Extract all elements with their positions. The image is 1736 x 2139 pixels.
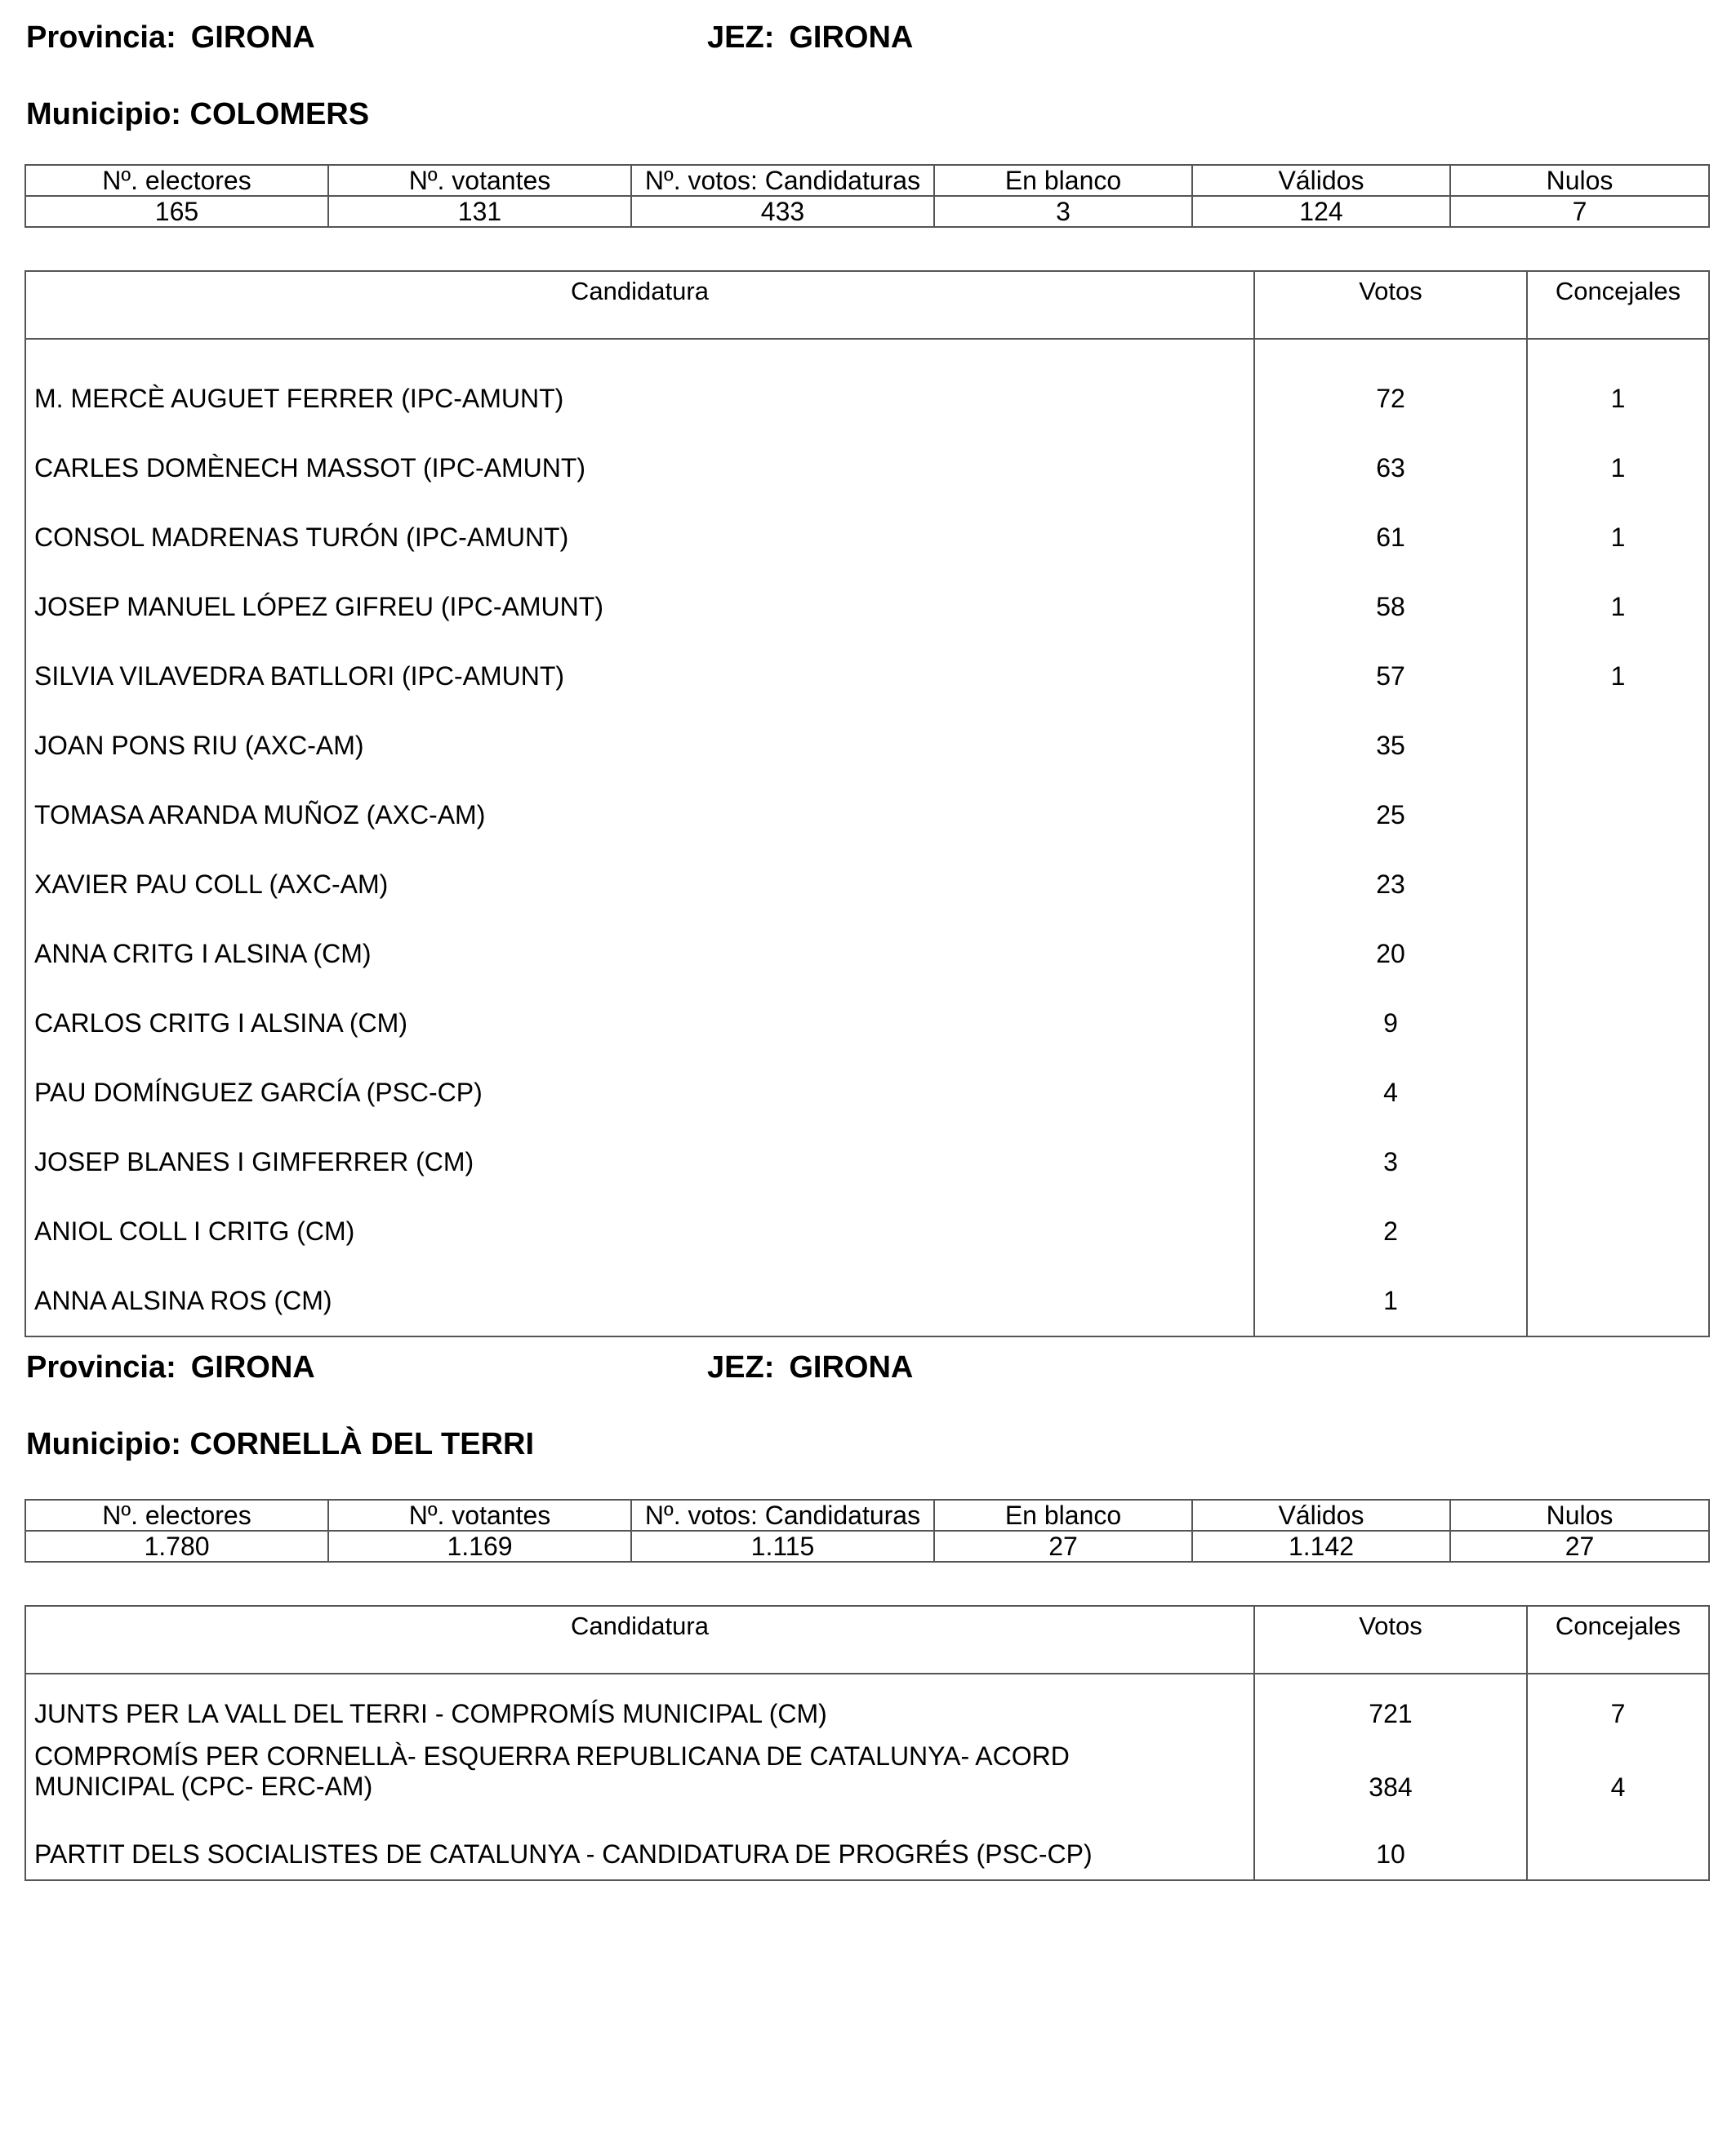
candidate-concejales: 1 xyxy=(1610,453,1626,482)
candidate-name xyxy=(25,1741,1254,1839)
candidate-votes: 23 xyxy=(1254,850,1527,919)
summary-header-row xyxy=(25,1500,1709,1531)
candidate-concejales: 1 xyxy=(1610,661,1626,691)
candidate-votes: 9 xyxy=(1254,989,1527,1058)
summary-value: 124 xyxy=(1192,196,1450,227)
candidate-name: ANIOL COLL I CRITG (CM) xyxy=(25,1197,1254,1266)
jez-value: GIRONA xyxy=(789,20,914,55)
candidate-name: JOSEP BLANES I GIMFERRER (CM) xyxy=(25,1127,1254,1197)
spacer-row xyxy=(25,1674,1709,1686)
jez-heading xyxy=(707,20,913,56)
votos-header: Votos xyxy=(1254,1606,1527,1674)
candidate-concejales: 7 xyxy=(1610,1698,1626,1728)
table-row xyxy=(25,1741,1709,1839)
candidate-concejales xyxy=(1527,919,1709,989)
candidate-concejales xyxy=(1527,850,1709,919)
candidate-name: M. MERCÈ AUGUET FERRER (IPC-AMUNT) xyxy=(25,364,1254,434)
candidate-concejales: 1 xyxy=(1610,384,1626,413)
candidate-concejales xyxy=(1527,1197,1709,1266)
summary-header: Nº. votantes xyxy=(328,165,631,196)
provincia-label: Provincia: xyxy=(26,20,176,55)
provincia-value: GIRONA xyxy=(190,1350,315,1385)
candidate-name: JOAN PONS RIU (AXC-AM) xyxy=(25,711,1254,780)
table-row xyxy=(25,434,1709,503)
summary-value: 165 xyxy=(25,196,328,227)
candidate-votes: 61 xyxy=(1254,503,1527,572)
table-row xyxy=(25,1058,1709,1127)
municipio-heading xyxy=(26,96,369,132)
summary-header: Nº. electores xyxy=(25,1500,328,1531)
candidate-name: CARLOS CRITG I ALSINA (CM) xyxy=(25,989,1254,1058)
municipio-label: Municipio: xyxy=(26,1427,181,1461)
jez-label: JEZ: xyxy=(707,1350,775,1385)
candidate-votes: 20 xyxy=(1254,919,1527,989)
candidate-name: TOMASA ARANDA MUÑOZ (AXC-AM) xyxy=(25,780,1254,850)
candidate-name: CONSOL MADRENAS TURÓN (IPC-AMUNT) xyxy=(25,503,1254,572)
summary-header: Nulos xyxy=(1450,165,1709,196)
candidate-concejales xyxy=(1527,1266,1709,1336)
candidate-name: CARLES DOMÈNECH MASSOT (IPC-AMUNT) xyxy=(25,434,1254,503)
provincia-heading xyxy=(26,1350,315,1385)
summary-value: 433 xyxy=(631,196,934,227)
table-row xyxy=(25,503,1709,572)
summary-table xyxy=(24,1499,1710,1563)
candidatura-header: Candidatura xyxy=(25,1606,1254,1674)
candidate-votes: 721 xyxy=(1254,1686,1527,1741)
summary-header: Nulos xyxy=(1450,1500,1709,1531)
candidate-concejales: 1 xyxy=(1610,523,1626,552)
candidate-concejales xyxy=(1527,780,1709,850)
municipio-label: Municipio: xyxy=(26,97,181,131)
table-row xyxy=(25,780,1709,850)
summary-value: 1.142 xyxy=(1192,1531,1450,1562)
municipio-value: COLOMERS xyxy=(189,97,370,131)
candidate-votes: 2 xyxy=(1254,1197,1527,1266)
candidate-name: PARTIT DELS SOCIALISTES DE CATALUNYA - CANDIDATURA DE PROGRÉS (PSC-CP) xyxy=(25,1839,1254,1880)
jez-label: JEZ: xyxy=(707,20,775,55)
table-row xyxy=(25,572,1709,642)
provincia-label: Provincia: xyxy=(26,1350,176,1385)
candidate-votes: 3 xyxy=(1254,1127,1527,1197)
candidate-name: ANNA CRITG I ALSINA (CM) xyxy=(25,919,1254,989)
spacer-row xyxy=(25,339,1709,364)
table-row xyxy=(25,711,1709,780)
municipio-heading xyxy=(26,1426,534,1462)
provincia-value: GIRONA xyxy=(190,20,315,55)
candidate-concejales xyxy=(1527,1127,1709,1197)
table-row xyxy=(25,642,1709,711)
summary-value: 1.780 xyxy=(25,1531,328,1562)
table-row xyxy=(25,1197,1709,1266)
candidate-name: PAU DOMÍNGUEZ GARCÍA (PSC-CP) xyxy=(25,1058,1254,1127)
candidate-votes: 4 xyxy=(1254,1058,1527,1127)
table-row xyxy=(25,919,1709,989)
candidate-votes: 384 xyxy=(1254,1741,1527,1839)
summary-value-row xyxy=(25,196,1709,227)
summary-value: 3 xyxy=(934,196,1192,227)
candidate-votes: 58 xyxy=(1254,572,1527,642)
summary-value: 27 xyxy=(1450,1531,1709,1562)
table-row xyxy=(25,1266,1709,1336)
summary-value: 27 xyxy=(934,1531,1192,1562)
summary-value-row xyxy=(25,1531,1709,1562)
summary-header: En blanco xyxy=(934,1500,1192,1531)
candidate-votes: 10 xyxy=(1254,1839,1527,1880)
summary-header: Válidos xyxy=(1192,165,1450,196)
table-row xyxy=(25,1127,1709,1197)
candidate-name: JOSEP MANUEL LÓPEZ GIFREU (IPC-AMUNT) xyxy=(25,572,1254,642)
candidatura-header: Candidatura xyxy=(25,271,1254,339)
candidate-votes: 1 xyxy=(1254,1266,1527,1336)
results-header-row xyxy=(25,1606,1709,1674)
summary-header-row xyxy=(25,165,1709,196)
results-table xyxy=(24,270,1710,1337)
candidate-votes: 57 xyxy=(1254,642,1527,711)
table-row xyxy=(25,850,1709,919)
results-header-row xyxy=(25,271,1709,339)
jez-heading xyxy=(707,1350,913,1385)
summary-value: 1.115 xyxy=(631,1531,934,1562)
table-row xyxy=(25,364,1709,434)
summary-header: Nº. electores xyxy=(25,165,328,196)
table-row xyxy=(25,1686,1709,1741)
candidate-concejales xyxy=(1527,989,1709,1058)
candidate-name: ANNA ALSINA ROS (CM) xyxy=(25,1266,1254,1336)
summary-value: 1.169 xyxy=(328,1531,631,1562)
municipio-value: CORNELLÀ DEL TERRI xyxy=(189,1427,535,1461)
summary-header: Válidos xyxy=(1192,1500,1450,1531)
candidate-votes: 63 xyxy=(1254,434,1527,503)
candidate-name: SILVIA VILAVEDRA BATLLORI (IPC-AMUNT) xyxy=(25,642,1254,711)
candidate-name: JUNTS PER LA VALL DEL TERRI - COMPROMÍS MUNICIPAL (CM) xyxy=(25,1686,1254,1741)
candidate-name: XAVIER PAU COLL (AXC-AM) xyxy=(25,850,1254,919)
summary-header: Nº. votantes xyxy=(328,1500,631,1531)
concejales-header: Concejales xyxy=(1527,1606,1709,1674)
candidate-concejales: 4 xyxy=(1610,1772,1626,1802)
candidate-concejales: 1 xyxy=(1610,592,1626,621)
candidate-votes: 72 xyxy=(1254,364,1527,434)
summary-header: Nº. votos: Candidaturas xyxy=(631,165,934,196)
summary-value: 7 xyxy=(1450,196,1709,227)
summary-header: En blanco xyxy=(934,165,1192,196)
jez-value: GIRONA xyxy=(789,1350,914,1385)
candidate-concejales xyxy=(1527,1839,1709,1880)
summary-header: Nº. votos: Candidaturas xyxy=(631,1500,934,1531)
summary-value: 131 xyxy=(328,196,631,227)
concejales-header: Concejales xyxy=(1527,271,1709,339)
candidate-name-line-1: COMPROMÍS PER CORNELLÀ- ESQUERRA REPUBLICANA DE CATALUNYA- ACORD xyxy=(34,1741,1070,1771)
candidate-concejales xyxy=(1527,711,1709,780)
provincia-heading xyxy=(26,20,315,56)
candidate-name-line-2: MUNICIPAL (CPC- ERC-AM) xyxy=(34,1772,373,1801)
candidate-votes: 25 xyxy=(1254,780,1527,850)
votos-header: Votos xyxy=(1254,271,1527,339)
table-row xyxy=(25,1839,1709,1880)
candidate-votes: 35 xyxy=(1254,711,1527,780)
summary-table xyxy=(24,164,1710,228)
table-row xyxy=(25,989,1709,1058)
candidate-concejales xyxy=(1527,1058,1709,1127)
results-table xyxy=(24,1605,1710,1881)
